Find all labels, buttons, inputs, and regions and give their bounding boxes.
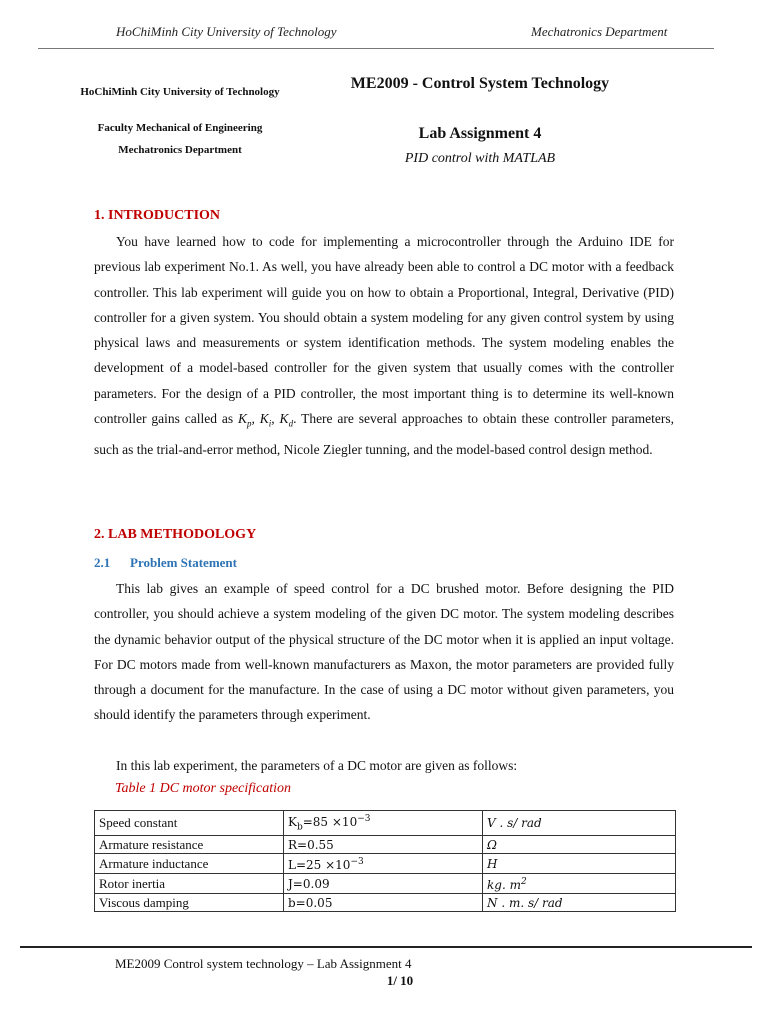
spec-name-cell: Viscous damping [95, 894, 284, 912]
spec-name-cell: Speed constant [95, 811, 284, 836]
footer-divider [20, 946, 752, 948]
spec-name-cell: Armature resistance [95, 836, 284, 854]
problem-statement-paragraph: This lab gives an example of speed control for a DC brushed motor. Before designing the PID controller, you should achieve a system modeling of the given DC motor. The system modeling describes the dynamic behavior output of the physical structure of the DC motor when it is applied an input voltage. For DC motors made from well-known manufacturers as Maxon, the motor parameters are provided fully through a document for the manufacture. In the case of using a DC motor without given parameters, you should identify the parameters through experiment. [94, 581, 674, 723]
page-number: 1/ 10 [386, 973, 414, 988]
intro-text-end: . There are several approaches to obtain these controller parameters, such as the trial-and-error method, Nicole Ziegler tunning, and the model-based control design method. [94, 411, 675, 458]
footer-text: ME2009 Control system technology – Lab Assignment 4 [115, 956, 412, 971]
spec-value-cell: R=0.55 [284, 836, 483, 854]
assignment-title: Lab Assignment 4 [418, 125, 542, 142]
motor-spec-table [94, 810, 676, 912]
section-heading-introduction: 1. INTRODUCTION [94, 208, 221, 223]
spec-name-cell: Rotor inertia [95, 874, 284, 894]
introduction-paragraph [94, 229, 674, 462]
pid-gains: $K_p$, $K_i$, $K_d$ [237, 411, 294, 429]
intro-text-start: You have learned how to code for implementing a microcontroller through the Arduino IDE for previous lab experiment No.1. As well, you have already been able to control a DC motor with a feedback controller. This lab experiment will guide you on how to obtain a Proportional, Integral, Derivative (PID) controller for a given system. You should obtain a system modeling for any given control system by using physical laws and measurements or system identification methods. The system modeling enables the development of a model-based controller for the given system that usually comes with the controller parameters. For the design of a PID controller, the most important thing is to determine its well-known controller gains called as [94, 234, 674, 427]
table-caption: Table 1 DC motor specification [115, 781, 292, 796]
table-row [95, 811, 676, 836]
spec-value-cell: $K_b=85 \times 10^{-3}$ [284, 811, 483, 836]
spec-unit-cell: H [483, 854, 676, 874]
spec-value-cell: $L=25 \times 10^{-3}$ [284, 854, 483, 874]
spec-value-cell: J=0.09 [284, 874, 483, 894]
institution-name: HoChiMinh City University of Technology [80, 86, 280, 98]
spec-unit-cell: V . s/ rad [483, 811, 676, 836]
table-row [95, 894, 676, 912]
header-divider [38, 48, 714, 49]
subsection-number: 2.1 [94, 555, 111, 570]
spec-unit-cell: N . m. s/ rad [483, 894, 676, 912]
spec-value-cell: b=0.05 [284, 894, 483, 912]
running-header-left: HoChiMinh City University of Technology [116, 24, 337, 39]
assignment-subtitle: PID control with MATLAB [404, 151, 556, 166]
subsection-title: Problem Statement [130, 555, 237, 570]
table-row [95, 836, 676, 854]
table-row [95, 854, 676, 874]
spec-unit-cell: kg. $m^2$ [483, 874, 676, 894]
spec-unit-cell: Ω [483, 836, 676, 854]
section-heading-lab-methodology: 2. LAB METHODOLOGY [94, 527, 257, 542]
faculty-name: Faculty Mechanical of Engineering [97, 122, 263, 134]
running-header-right: Mechatronics Department [531, 24, 668, 39]
course-title: ME2009 - Control System Technology [350, 75, 610, 92]
department-name: Mechatronics Department [118, 144, 242, 156]
table-row [95, 874, 676, 894]
parameters-intro-paragraph: In this lab experiment, the parameters of a DC motor are given as follows: [116, 758, 518, 773]
spec-name-cell: Armature inductance [95, 854, 284, 874]
